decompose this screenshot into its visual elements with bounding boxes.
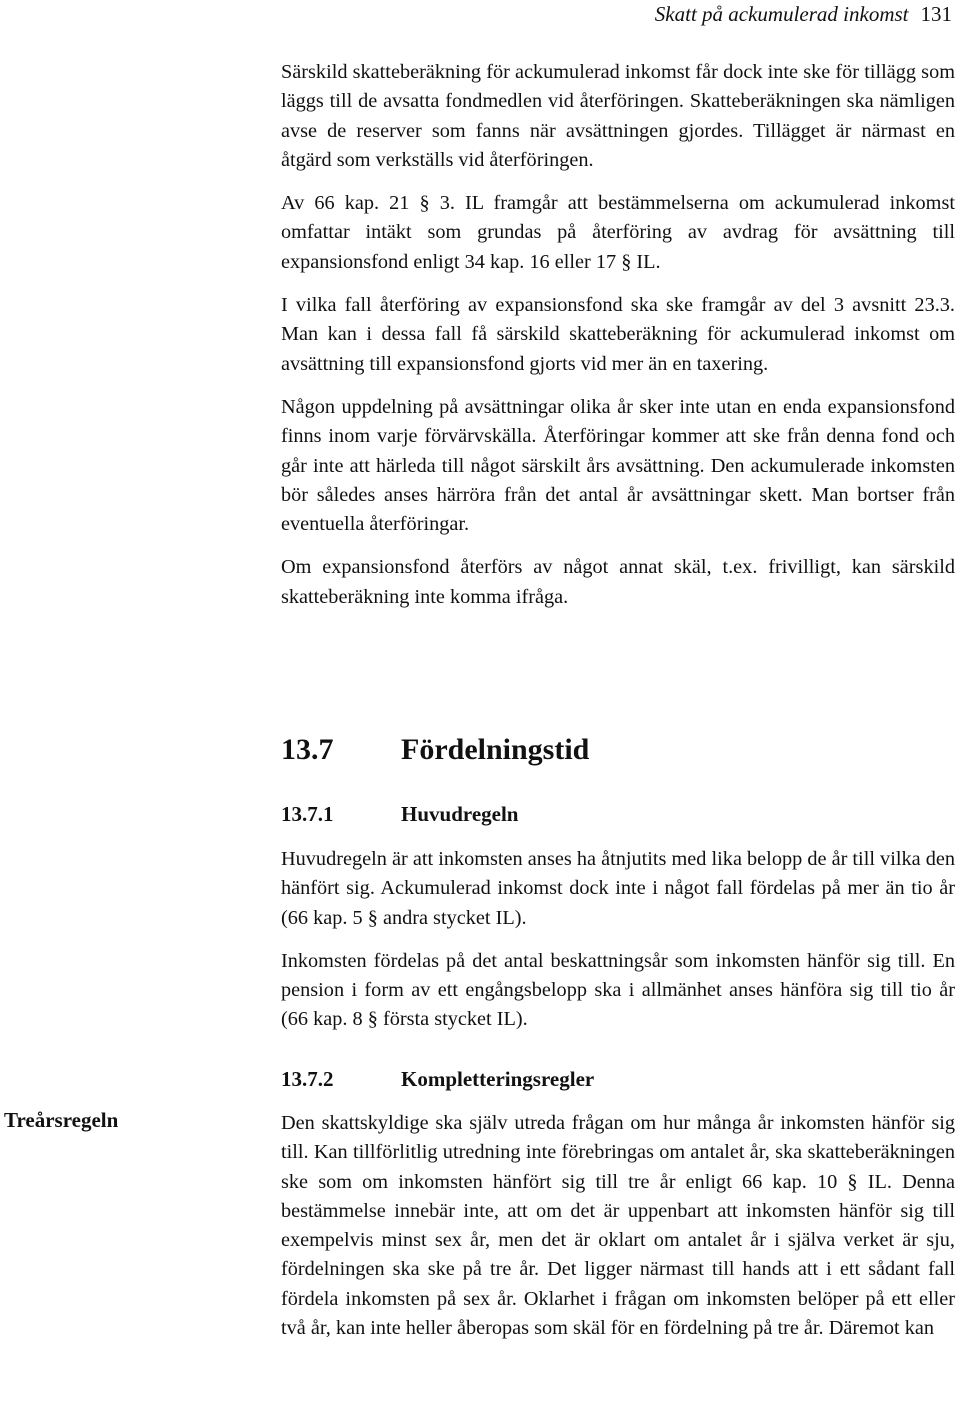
page-number: 131 bbox=[920, 2, 952, 26]
subsection-heading-1 bbox=[281, 802, 518, 827]
running-header-title: Skatt på ackumulerad inkomst bbox=[654, 2, 909, 26]
body-text-top bbox=[281, 58, 955, 612]
subsection-number: 13.7.2 bbox=[281, 1067, 334, 1091]
paragraph: Huvudregeln är att inkomsten anses ha åtnjutits med lika belopp de år till vilka den hänfört sig. Ackumulerad inkomst dock inte i något fall fördelas på mer än tio år (66 kap. 5 § andra stycket IL). bbox=[281, 848, 955, 929]
paragraph: Särskild skatteberäkning för ackumulerad inkomst får dock inte ske för tillägg som läggs till de avsatta fondmedlen vid återföringen. Skatteberäkningen ska nämligen avse de reserver som fanns när avsättningen gjordes. Tillägget är närmast en åtgärd som verkställs vid återföringen. bbox=[281, 61, 955, 171]
section-title: Fördelningstid bbox=[401, 733, 590, 766]
subsection-title: Kompletteringsregler bbox=[401, 1067, 595, 1091]
subsection-title: Huvudregeln bbox=[401, 802, 519, 826]
section-heading bbox=[281, 733, 589, 767]
section-number: 13.7 bbox=[281, 733, 334, 766]
margin-note: Treårsregeln bbox=[4, 1108, 119, 1132]
body-text-2 bbox=[281, 1109, 955, 1343]
paragraph: Inkomsten fördelas på det antal beskattningsår som inkomsten hänför sig till. En pension i form av ett engångsbelopp ska i allmänhet anses hänföra sig till tio år (66 kap. 8 § första stycket IL). bbox=[281, 949, 955, 1031]
paragraph: Någon uppdelning på avsättningar olika år sker inte utan en enda expansionsfond finns inom varje förvärvskälla. Återföringar kommer att ske från denna fond och går inte att härleda till något särskilt års avsättning. Den ackumulerade inkomsten bör således anses härröra från det antal år avsättningar skett. Man bortser från eventuella återföringar. bbox=[281, 395, 955, 536]
paragraph: Av 66 kap. 21 § 3. IL framgår att bestämmelserna om ackumulerad inkomst omfattar intäkt som grundas på återföring av avdrag för avsättning till expansionsfond enligt 34 kap. 16 eller 17 § IL. bbox=[281, 192, 955, 273]
body-text-1 bbox=[281, 845, 955, 1035]
running-header bbox=[655, 2, 952, 27]
subsection-number: 13.7.1 bbox=[281, 802, 334, 826]
paragraph: Om expansionsfond återförs av något annat skäl, t.ex. frivilligt, kan särskild skatteberäkning inte komma ifråga. bbox=[281, 556, 955, 608]
paragraph: I vilka fall återföring av expansionsfond ska ske framgår av del 3 avsnitt 23.3. Man kan i dessa fall få särskild skatteberäkning för ackumulerad inkomst om avsättning till expansionsfond gjorts vid mer än en taxering. bbox=[281, 294, 955, 375]
paragraph: Den skattskyldige ska själv utreda frågan om hur många år inkomsten hänför sig till. Kan tillförlitlig utredning inte förebringas om antalet år, ska skatteberäkningen ske som om inkomsten hänfört sig till tre år enligt 66 kap. 10 § IL. Denna bestämmelse innebär inte, att om det är uppenbart att inkomsten hänför sig till exempelvis minst sex år, men det är oklart om antalet år i själva verket är sju, fördelningen ska ske på tre år. Det ligger närmast till hands att i ett sådant fall fördela inkomsten på sex år. Oklarhet i frågan om inkomsten belöper på ett eller två år, kan inte heller åberopas som skäl för en fördelning på tre år. Däremot kan bbox=[281, 1112, 955, 1340]
subsection-heading-2 bbox=[281, 1067, 594, 1092]
